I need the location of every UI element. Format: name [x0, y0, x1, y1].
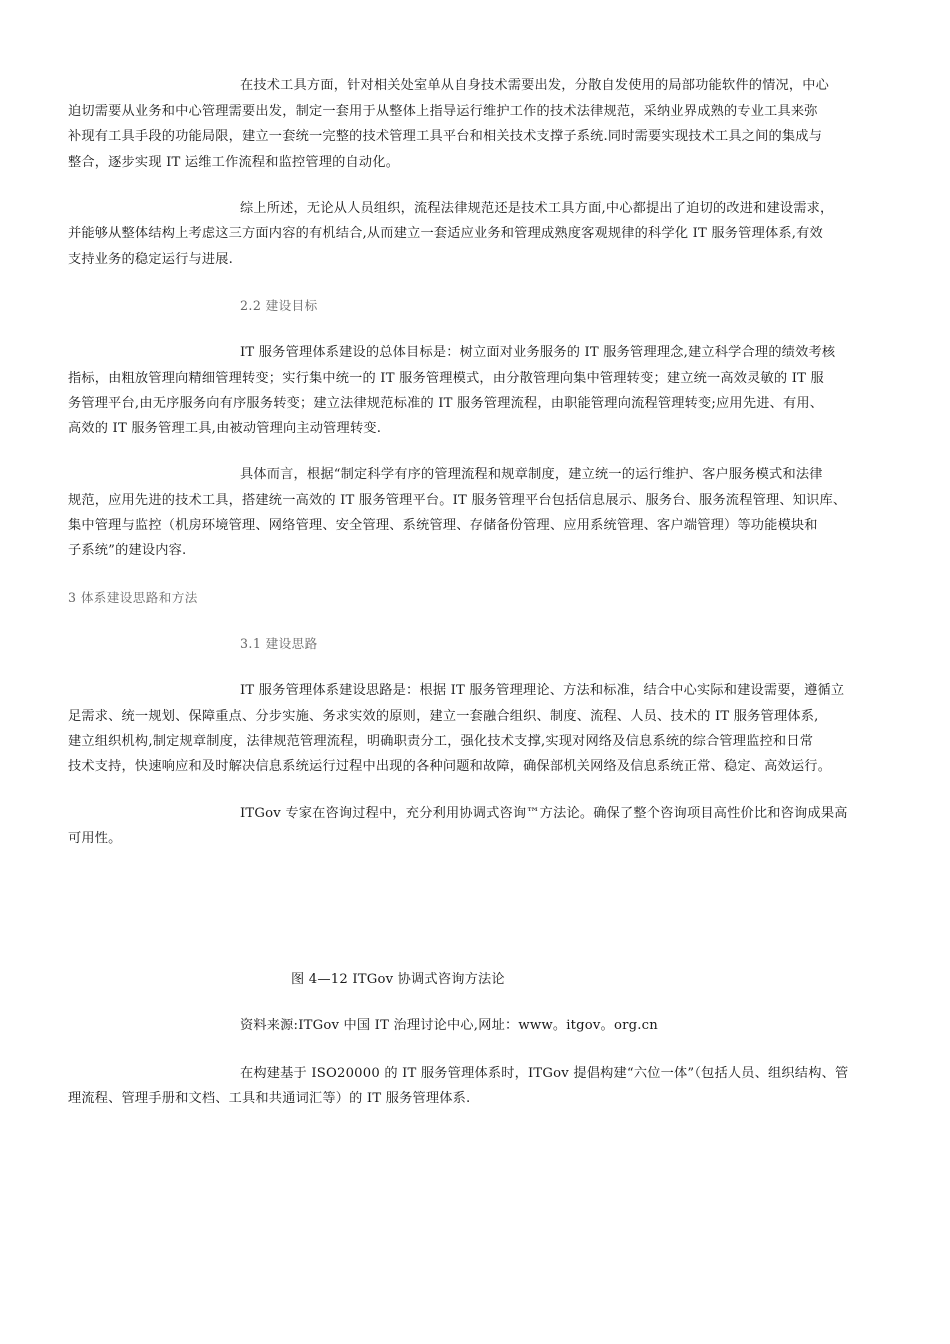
- text-line: 建立组织机构,制定规章制度，法律规范管理流程，明确职责分工，强化技术支撑,实现对网络及信息系统的综合管理监控和日常: [68, 734, 814, 749]
- section-heading-2-2: 2.2 建设目标: [240, 298, 318, 313]
- text-line: 综上所述，无论从人员组织，流程法律规范还是技术工具方面,中心都提出了迫切的改进和建设需求，: [240, 201, 834, 216]
- text-line: 迫切需要从业务和中心管理需要出发，制定一套用于从整体上指导运行维护工作的技术法律规范，采纳业界成熟的专业工具来弥: [68, 104, 818, 119]
- text-line: ITGov 专家在咨询过程中，充分利用协调式咨询™方法论。确保了整个咨询项目高性价比和咨询成果高: [240, 806, 848, 821]
- text-line: 可用性。: [68, 831, 122, 846]
- text-line: 具体而言，根据“制定科学有序的管理流程和规章制度，建立统一的运行维护、客户服务模式和法律: [240, 467, 823, 482]
- text-line: 补现有工具手段的功能局限，建立一套统一完整的技术管理工具平台和相关技术支撑子系统.同时需要实现技术工具之间的集成与: [68, 129, 823, 144]
- text-line: 在构建基于 ISO20000 的 IT 服务管理体系时，ITGov 提倡构建“六位一体”（包括人员、组织结构、管: [240, 1066, 849, 1081]
- text-line: 整合，逐步实现 IT 运维工作流程和监控管理的自动化。: [68, 155, 400, 170]
- text-line: 足需求、统一规划、保障重点、分步实施、务求实效的原则，建立一套融合组织、制度、流程、人员、技术的 IT 服务管理体系,: [68, 709, 819, 724]
- text-line: 在技术工具方面，针对相关处室单从自身技术需要出发，分散自发使用的局部功能软件的情况，中心: [240, 78, 830, 93]
- text-line: IT 服务管理体系建设的总体目标是：树立面对业务服务的 IT 服务管理理念,建立科学合理的绩效考核: [240, 345, 836, 360]
- text-line: 理流程、管理手册和文档、工具和共通词汇等）的 IT 服务管理体系.: [68, 1091, 471, 1106]
- source-note: 资料来源:ITGov 中国 IT 治理讨论中心,网址：www。itgov。org.cn: [240, 1018, 658, 1033]
- section-heading-3: 3 体系建设思路和方法: [68, 590, 198, 605]
- section-heading-3-1: 3.1 建设思路: [240, 636, 318, 651]
- text-line: 子系统”的建设内容.: [68, 543, 187, 558]
- text-line: 集中管理与监控（机房环境管理、网络管理、安全管理、系统管理、存储备份管理、应用系统管理、客户端管理）等功能模块和: [68, 518, 818, 533]
- text-line: 务管理平台,由无序服务向有序服务转变；建立法律规范标准的 IT 服务管理流程，由职能管理向流程管理转变;应用先进、有用、: [68, 396, 824, 411]
- text-line: 技术支持，快速响应和及时解决信息系统运行过程中出现的各种问题和故障，确保部机关网络及信息系统正常、稳定、高效运行。: [68, 759, 832, 774]
- text-line: 规范，应用先进的技术工具，搭建统一高效的 IT 服务管理平台。IT 服务管理平台包括信息展示、服务台、服务流程管理、知识库、: [68, 493, 847, 508]
- text-line: 并能够从整体结构上考虑这三方面内容的有机结合,从而建立一套适应业务和管理成熟度客观规律的科学化 IT 服务管理体系,有效: [68, 226, 823, 241]
- figure-caption: 图 4—12 ITGov 协调式咨询方法论: [291, 972, 505, 987]
- text-line: 指标，由粗放管理向精细管理转变；实行集中统一的 IT 服务管理模式，由分散管理向集中管理转变；建立统一高效灵敏的 IT 服: [68, 371, 824, 386]
- text-line: 高效的 IT 服务管理工具,由被动管理向主动管理转变.: [68, 421, 382, 436]
- text-line: IT 服务管理体系建设思路是：根据 IT 服务管理理论、方法和标准，结合中心实际和建设需要，遵循立: [240, 683, 845, 698]
- text-line: 支持业务的稳定运行与进展.: [68, 252, 234, 267]
